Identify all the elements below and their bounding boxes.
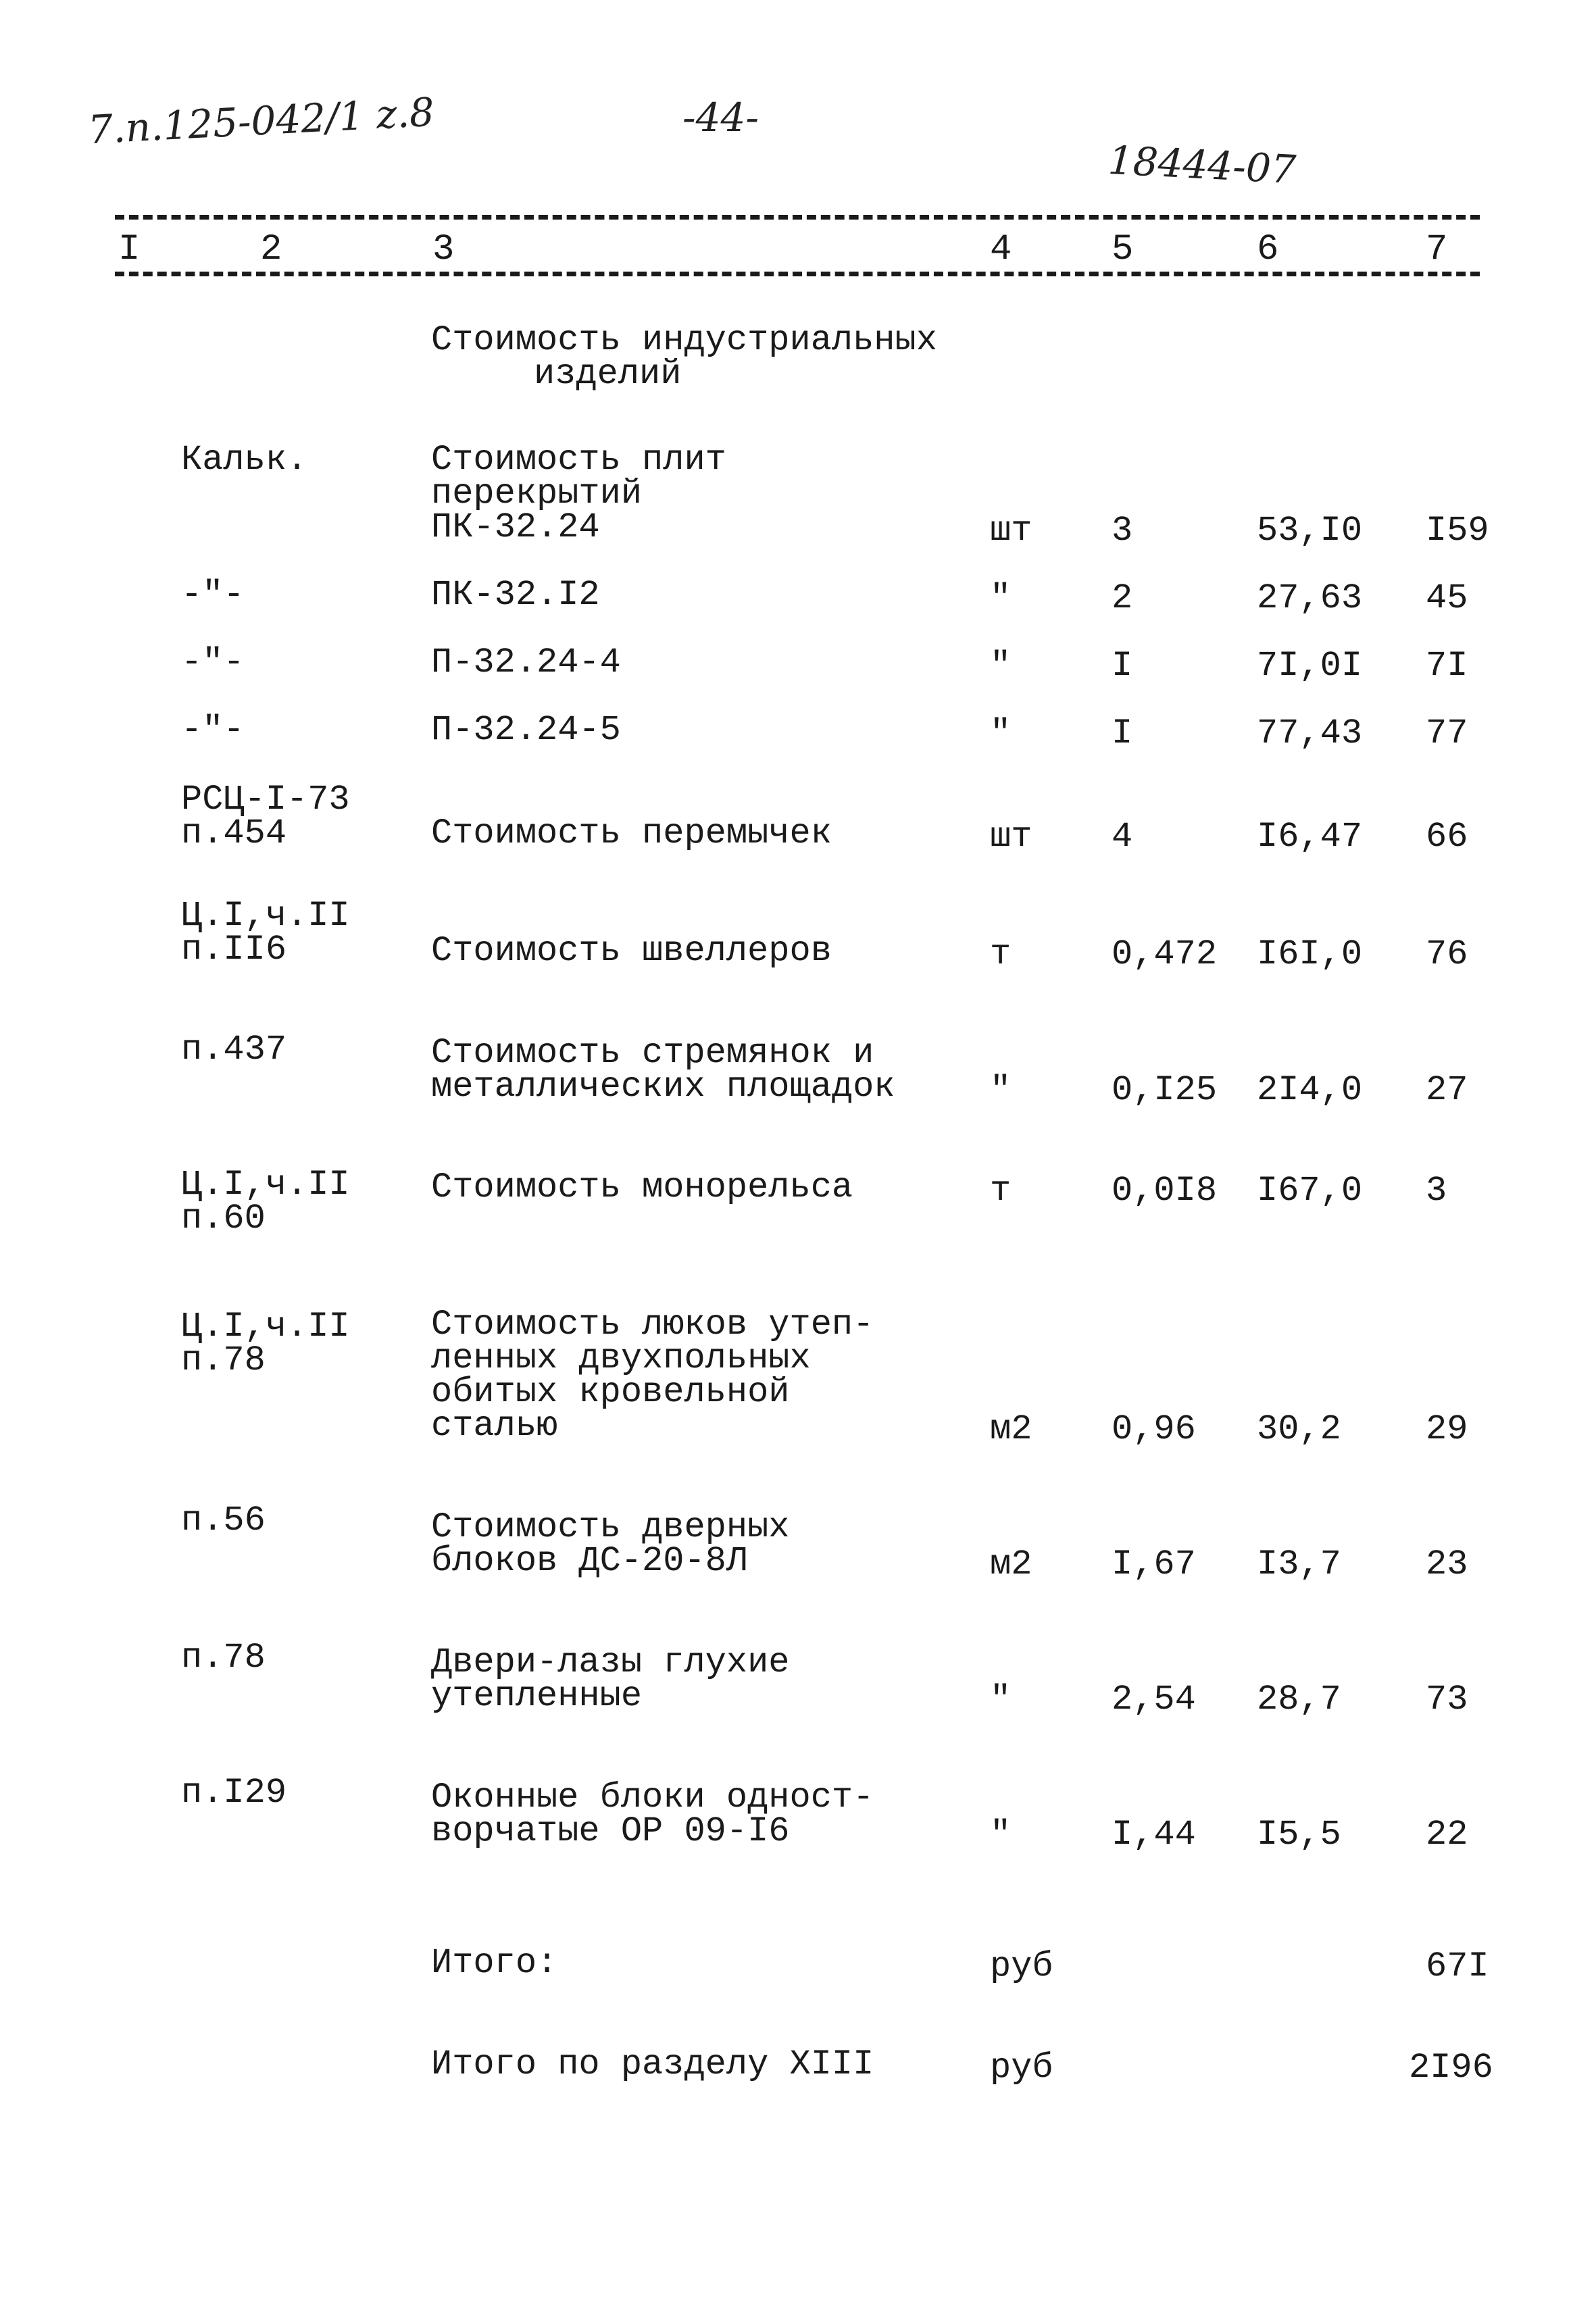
row-unit: " bbox=[990, 578, 1012, 618]
row-price: I6,47 bbox=[1257, 817, 1363, 857]
row-name: ПК-32.I2 bbox=[431, 575, 600, 615]
section-title-line2: изделий bbox=[534, 354, 682, 394]
row-name: Двери-лазы глухие bbox=[431, 1642, 790, 1682]
row-name: Стоимость плит bbox=[431, 440, 726, 480]
row-unit: м2 bbox=[990, 1544, 1032, 1584]
row-name: ПК-32.24 bbox=[431, 507, 600, 547]
row-name: Стоимость дверных bbox=[431, 1507, 790, 1547]
registration-number: 18444-07 bbox=[1107, 136, 1297, 193]
row-qty: 0,472 bbox=[1112, 934, 1218, 974]
row-name: Стоимость стремянок и bbox=[431, 1033, 874, 1073]
row-total: 7I bbox=[1426, 646, 1468, 686]
row-ref: -"- bbox=[181, 643, 245, 682]
row-name: металлических площадок bbox=[431, 1067, 895, 1107]
row-unit: т bbox=[990, 934, 1012, 974]
header-rule-bottom bbox=[115, 272, 1480, 276]
row-ref: Ц.I,ч.II bbox=[181, 896, 350, 936]
row-qty: 2,54 bbox=[1112, 1680, 1196, 1719]
row-name: ленных двухпольных bbox=[431, 1338, 811, 1378]
row-name: Стоимость монорельса bbox=[431, 1167, 853, 1207]
row-total: 77 bbox=[1426, 713, 1468, 753]
row-qty: 0,96 bbox=[1112, 1409, 1196, 1449]
row-price: 27,63 bbox=[1257, 578, 1363, 618]
page-number: -44- bbox=[682, 95, 759, 141]
row-unit: " bbox=[990, 1070, 1012, 1110]
header-rule-top bbox=[115, 215, 1480, 220]
row-price: I5,5 bbox=[1257, 1815, 1341, 1855]
row-name: П-32.24-5 bbox=[431, 710, 621, 750]
row-total: I59 bbox=[1426, 511, 1489, 551]
row-name: Оконные блоки одност- bbox=[431, 1778, 874, 1817]
row-total: 23 bbox=[1426, 1544, 1468, 1584]
total-label: Итого: bbox=[431, 1943, 558, 1983]
row-total: 45 bbox=[1426, 578, 1468, 618]
row-unit: шт bbox=[990, 817, 1032, 857]
row-price: I67,0 bbox=[1257, 1171, 1363, 1211]
column-number-5: 5 bbox=[1112, 229, 1134, 270]
total-value: 67I bbox=[1426, 1946, 1489, 1986]
row-name: перекрытий bbox=[431, 474, 643, 513]
column-number-1: I bbox=[118, 229, 141, 270]
row-total: 66 bbox=[1426, 817, 1468, 857]
row-ref: п.60 bbox=[181, 1199, 266, 1238]
row-ref: Ц.I,ч.II bbox=[181, 1307, 350, 1347]
row-ref: п.78 bbox=[181, 1638, 266, 1678]
row-name: сталью bbox=[431, 1406, 558, 1446]
row-total: 27 bbox=[1426, 1070, 1468, 1110]
row-qty: I bbox=[1112, 646, 1133, 686]
row-qty: 2 bbox=[1112, 578, 1133, 618]
row-ref: -"- bbox=[181, 710, 245, 750]
row-name: Стоимость швеллеров bbox=[431, 931, 832, 971]
row-ref: п.II6 bbox=[181, 930, 287, 970]
column-number-2: 2 bbox=[260, 229, 282, 270]
row-total: 22 bbox=[1426, 1815, 1468, 1855]
section-total-value: 2I96 bbox=[1409, 2048, 1493, 2088]
row-price: I6I,0 bbox=[1257, 934, 1363, 974]
row-name: блоков ДС-20-8Л bbox=[431, 1541, 748, 1581]
row-ref: п.56 bbox=[181, 1501, 266, 1540]
row-qty: I,44 bbox=[1112, 1815, 1196, 1855]
column-number-3: 3 bbox=[432, 229, 455, 270]
row-total: 3 bbox=[1426, 1171, 1447, 1211]
row-price: 2I4,0 bbox=[1257, 1070, 1363, 1110]
row-name: П-32.24-4 bbox=[431, 643, 621, 682]
row-price: 53,I0 bbox=[1257, 511, 1363, 551]
row-qty: 0,0I8 bbox=[1112, 1171, 1218, 1211]
row-name: утепленные bbox=[431, 1676, 643, 1716]
section-total-label: Итого по разделу XIII bbox=[431, 2044, 874, 2084]
row-unit: т bbox=[990, 1171, 1012, 1211]
row-ref: п.454 bbox=[181, 813, 287, 853]
row-qty: 4 bbox=[1112, 817, 1133, 857]
row-ref: -"- bbox=[181, 575, 245, 615]
row-name: Стоимость люков утеп- bbox=[431, 1305, 874, 1344]
document-code: 7.п.125-042/1 z.8 bbox=[86, 89, 436, 153]
row-price: 77,43 bbox=[1257, 713, 1363, 753]
row-unit: " bbox=[990, 1815, 1012, 1855]
total-unit: руб bbox=[990, 1946, 1053, 1986]
row-total: 76 bbox=[1426, 934, 1468, 974]
row-ref: Кальк. bbox=[181, 440, 308, 480]
row-qty: 0,I25 bbox=[1112, 1070, 1218, 1110]
row-ref: РСЦ-I-73 bbox=[181, 780, 350, 820]
row-unit: " bbox=[990, 713, 1012, 753]
row-qty: 3 bbox=[1112, 511, 1133, 551]
row-total: 73 bbox=[1426, 1680, 1468, 1719]
row-ref: Ц.I,ч.II bbox=[181, 1165, 350, 1205]
row-unit: " bbox=[990, 1680, 1012, 1719]
row-price: 28,7 bbox=[1257, 1680, 1341, 1719]
row-unit: шт bbox=[990, 511, 1032, 551]
row-name: обитых кровельной bbox=[431, 1372, 790, 1412]
column-number-6: 6 bbox=[1257, 229, 1279, 270]
row-unit: м2 bbox=[990, 1409, 1032, 1449]
section-total-unit: руб bbox=[990, 2048, 1053, 2088]
section-title-line1: Стоимость индустриальных bbox=[431, 320, 937, 360]
row-unit: " bbox=[990, 646, 1012, 686]
row-price: 7I,0I bbox=[1257, 646, 1363, 686]
column-number-7: 7 bbox=[1426, 229, 1448, 270]
row-ref: п.78 bbox=[181, 1340, 266, 1380]
column-number-4: 4 bbox=[990, 229, 1012, 270]
row-price: I3,7 bbox=[1257, 1544, 1341, 1584]
row-ref: п.437 bbox=[181, 1030, 287, 1070]
row-qty: I,67 bbox=[1112, 1544, 1196, 1584]
row-name: ворчатые ОР 09-I6 bbox=[431, 1811, 790, 1851]
row-qty: I bbox=[1112, 713, 1133, 753]
row-price: 30,2 bbox=[1257, 1409, 1341, 1449]
row-name: Стоимость перемычек bbox=[431, 813, 832, 853]
row-ref: п.I29 bbox=[181, 1773, 287, 1813]
row-total: 29 bbox=[1426, 1409, 1468, 1449]
